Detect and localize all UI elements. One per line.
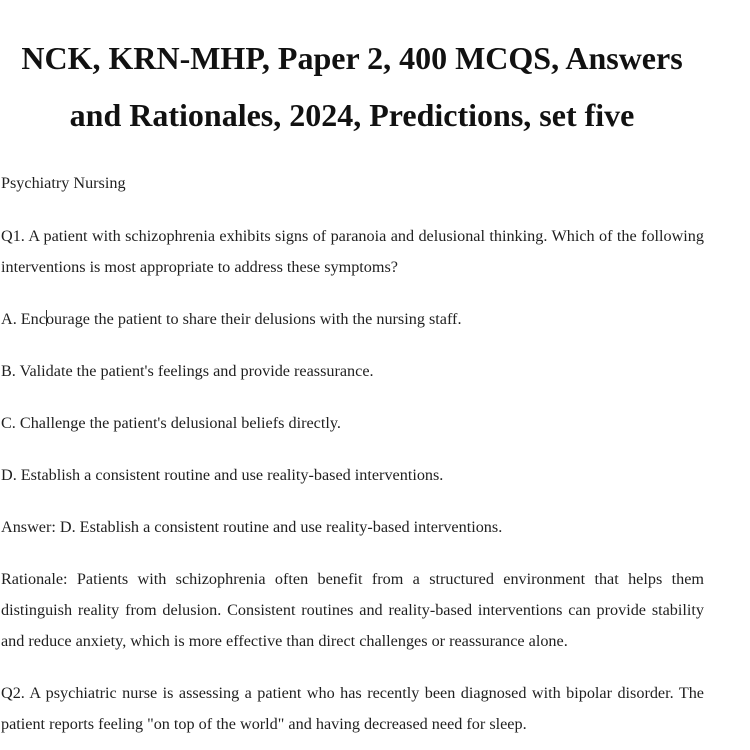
q1-question: Q1. A patient with schizophrenia exhibits signs of paranoia and delusional thinking. Which of the following interventions is most appropriate to address these symptoms? [1,227,704,276]
q1-option-c: C. Challenge the patient's delusional beliefs directly. [1,414,341,432]
q1-option-a [1,304,704,335]
section-heading: Psychiatry Nursing [1,174,126,192]
q1-answer: Answer: D. Establish a consistent routine and use reality-based interventions. [1,518,503,536]
q1-option-a-text-start: A. Enc [1,310,46,328]
q1-option-b: B. Validate the patient's feelings and provide reassurance. [1,362,374,380]
q2-question: Q2. A psychiatric nurse is assessing a patient who has recently been diagnosed with bipolar disorder. The patient reports feeling "on top of the world" and having decreased need for sleep. [1,684,704,733]
q1-rationale: Rationale: Patients with schizophrenia often benefit from a structured environment that helps them distinguish reality from delusion. Consistent routines and reality-based interventions can provide stability and reduce anxiety, which is more effective than direct challenges or reassurance alone. [1,570,704,650]
q1-option-d: D. Establish a consistent routine and use reality-based interventions. [1,466,444,484]
document-title: NCK, KRN-MHP, Paper 2, 400 MCQS, Answers and Rationales, 2024, Predictions, set five [21,40,683,133]
q1-option-a-text-end: ourage the patient to share their delusions with the nursing staff. [45,310,462,328]
